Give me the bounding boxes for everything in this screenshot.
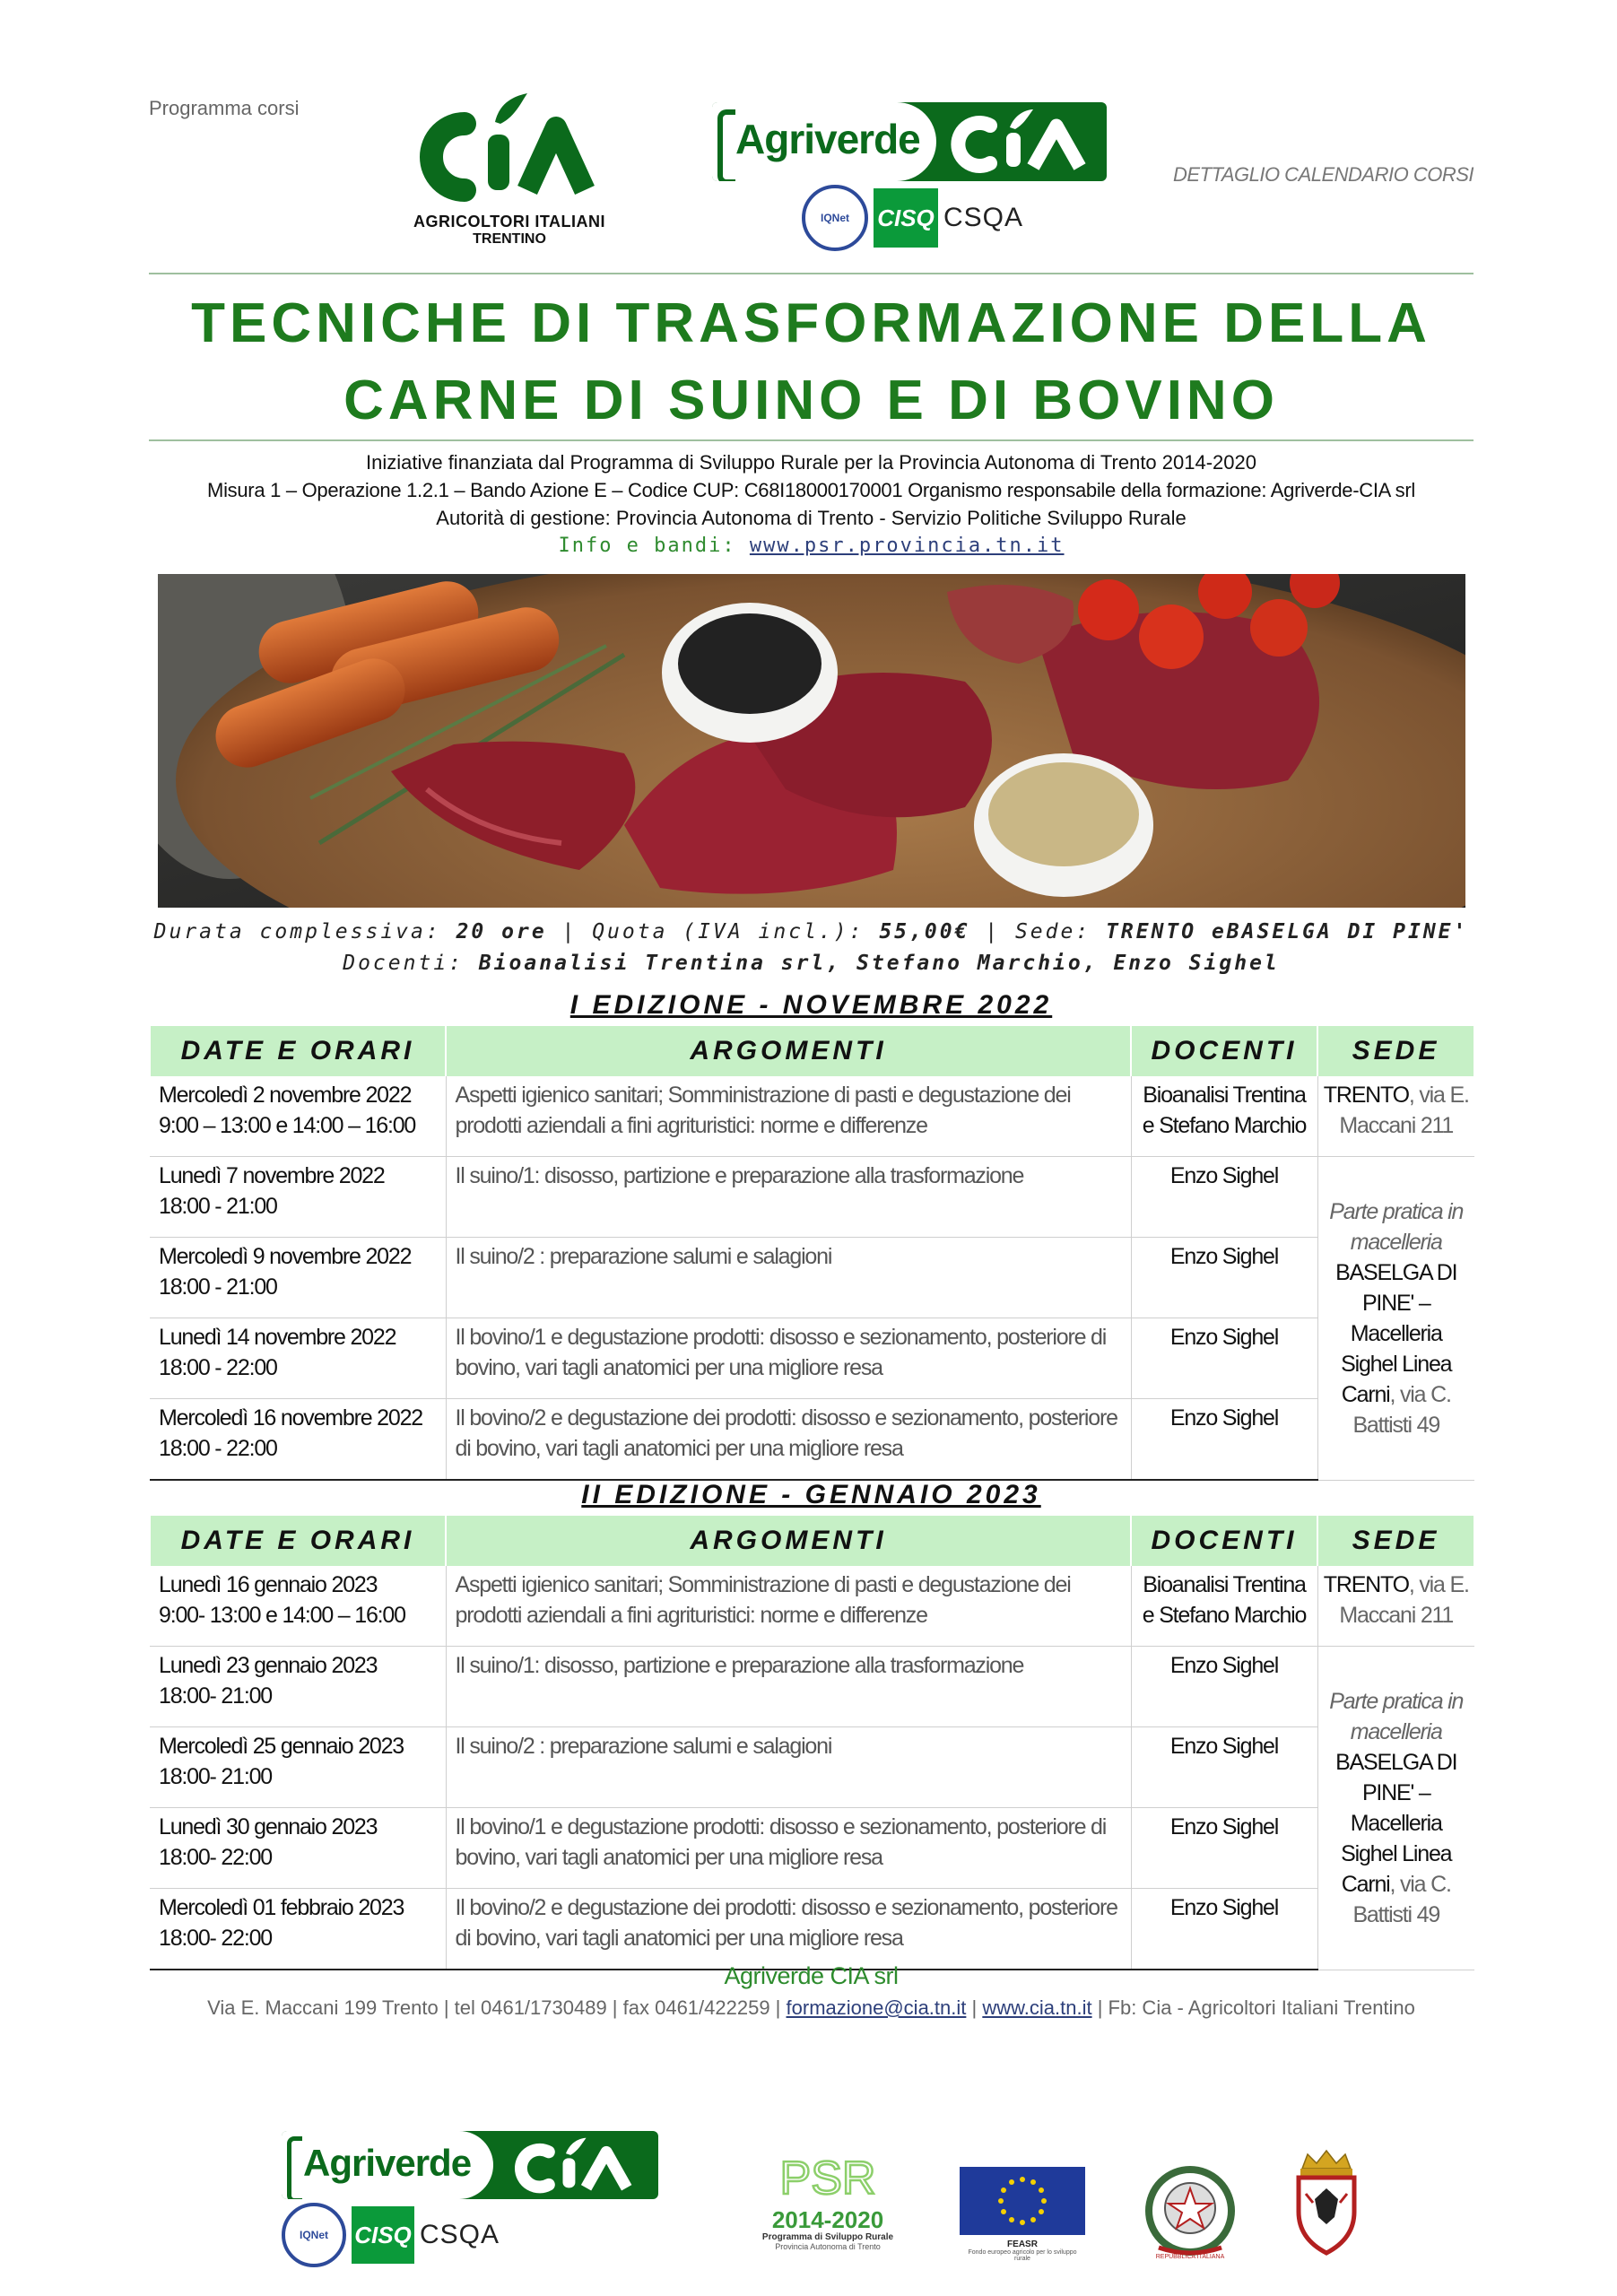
header-divider xyxy=(149,273,1474,274)
cia-logo-icon xyxy=(402,90,617,206)
row-topic: Aspetti igienico sanitari; Somministrazione di pasti e degustazione dei prodotti aziendali a fini agrituristici: norme e differenze xyxy=(446,1566,1131,1647)
edition-2-title: II EDIZIONE - GENNAIO 2023 xyxy=(581,1480,1041,1509)
table-row xyxy=(150,1889,1474,1970)
eu-label: FEASR xyxy=(1007,2239,1038,2249)
course-title xyxy=(149,285,1474,439)
cia-trentino-logo xyxy=(402,90,617,251)
row-date: Lunedì 23 gennaio 2023 18:00- 21:00 xyxy=(150,1647,446,1727)
eu-feasr-logo xyxy=(960,2167,1085,2262)
eu-caption: Fondo europeo agricolo per lo sviluppo rurale xyxy=(968,2249,1077,2262)
repubblica-italiana-emblem xyxy=(1141,2161,1239,2260)
footer-separator: | xyxy=(966,1996,983,2019)
table-row xyxy=(150,1157,1474,1238)
row-date: Mercoledì 16 novembre 2022 18:00 - 22:00 xyxy=(150,1399,446,1481)
row-topic: Il bovino/1 e degustazione prodotti: disosso e sezionamento, posteriore di bovino, vari tagli anatomici per una migliore resa xyxy=(446,1318,1131,1399)
row-teacher: Enzo Sighel xyxy=(1131,1157,1317,1238)
title-divider xyxy=(149,439,1474,441)
cisq-footer-badge: CISQ xyxy=(352,2206,414,2264)
cisq-badge: CISQ xyxy=(874,188,938,248)
footer-organization: Agriverde CIA srl xyxy=(724,1962,899,1989)
row-topic: Il suino/2 : preparazione salumi e salagioni xyxy=(446,1727,1131,1808)
footer-social: | Fb: Cia - Agricoltori Italiani Trentino xyxy=(1091,1996,1415,2019)
row-date: Mercoledì 9 novembre 2022 18:00 - 21:00 xyxy=(150,1238,446,1318)
duration-value: 20 ore xyxy=(456,920,547,944)
row-teacher: Enzo Sighel xyxy=(1131,1399,1317,1481)
duration-label: Durata complessiva: xyxy=(153,920,456,944)
agriverde-name: Agriverde xyxy=(735,116,920,162)
row-teacher: Bioanalisi Trentina e Stefano Marchio xyxy=(1131,1566,1317,1647)
header-date: DATE E ORARI xyxy=(150,1026,446,1076)
calendar-detail-label: DETTAGLIO CALENDARIO CORSI xyxy=(1173,163,1474,186)
cia-footer-mark-icon xyxy=(506,2136,649,2196)
summary-line-2 xyxy=(149,948,1474,979)
edition-1-table xyxy=(149,1026,1475,1481)
table-row xyxy=(150,1399,1474,1481)
italian-emblem-icon xyxy=(1141,2161,1239,2260)
agriverde-footer-name: Agriverde xyxy=(303,2142,472,2184)
info-line-2: Misura 1 – Operazione 1.2.1 – Bando Azione E – Codice CUP: C68I18000170001 Organismo responsabile della formazione: Agriverde-CIA srl xyxy=(207,479,1415,501)
row-date: Lunedì 30 gennaio 2023 18:00- 22:00 xyxy=(150,1808,446,1889)
cia-logo-line2: TRENTINO xyxy=(473,231,546,247)
course-summary xyxy=(149,917,1474,979)
teachers-value: Bioanalisi Trentina srl, Stefano Marchio, Enzo Sighel xyxy=(478,952,1280,975)
psr-link[interactable]: www.psr.provincia.tn.it xyxy=(749,535,1065,557)
edition-1-title: I EDIZIONE - NOVEMBRE 2022 xyxy=(569,990,1053,1020)
meat-photo xyxy=(158,574,1465,908)
info-line-1: Iniziative finanziata dal Programma di Sviluppo Rurale per la Provincia Autonoma di Trento 2014-2020 xyxy=(365,451,1256,474)
edition-2-table xyxy=(149,1516,1475,1970)
header-date: DATE E ORARI xyxy=(150,1516,446,1566)
row-date: Lunedì 16 gennaio 2023 9:00- 13:00 e 14:00 – 16:00 xyxy=(150,1566,446,1647)
table-row xyxy=(150,1566,1474,1647)
row-topic: Aspetti igienico sanitari; Somministrazione di pasti e degustazione dei prodotti aziendali a fini agrituristici: norme e differenze xyxy=(446,1076,1131,1157)
csqa-badge: CSQA xyxy=(943,203,1024,232)
table-header-row xyxy=(150,1516,1474,1566)
row-date: Mercoledì 25 gennaio 2023 18:00- 21:00 xyxy=(150,1727,446,1808)
table-row xyxy=(150,1808,1474,1889)
header-teachers: DOCENTI xyxy=(1131,1026,1317,1076)
row-date: Mercoledì 2 novembre 2022 9:00 – 13:00 e 14:00 – 16:00 xyxy=(150,1076,446,1157)
svg-text:PSR: PSR xyxy=(779,2152,876,2203)
row-teacher: Bioanalisi Trentina e Stefano Marchio xyxy=(1131,1076,1317,1157)
header-topics: ARGOMENTI xyxy=(446,1516,1131,1566)
venue-value: TRENTO eBASELGA DI PINE' xyxy=(1106,920,1469,944)
venue-trento: TRENTO, via E. Maccani 211 xyxy=(1317,1566,1474,1647)
row-teacher: Enzo Sighel xyxy=(1131,1647,1317,1727)
header-teachers: DOCENTI xyxy=(1131,1516,1317,1566)
funding-info xyxy=(149,448,1474,560)
title-line-2: CARNE DI SUINO E DI BOVINO xyxy=(343,370,1279,431)
row-teacher: Enzo Sighel xyxy=(1131,1238,1317,1318)
fee-label: | Quota (IVA incl.): xyxy=(546,920,880,944)
footer-contact: Via E. Maccani 199 Trento | tel 0461/1730489 | fax 0461/422259 | xyxy=(207,1996,787,2019)
title-line-1: TECNICHE DI TRASFORMAZIONE DELLA xyxy=(191,292,1431,354)
info-line-3: Autorità di gestione: Provincia Autonoma di Trento - Servizio Politiche Sviluppo Rurale xyxy=(436,507,1187,529)
venue-baselga: Parte pratica in macelleria BASELGA DI PINE' – Macelleria Sighel Linea Carni, via C. Battisti 49 xyxy=(1317,1157,1474,1481)
row-date: Lunedì 14 novembre 2022 18:00 - 22:00 xyxy=(150,1318,446,1399)
footer-address xyxy=(149,1996,1474,2020)
meat-board-illustration xyxy=(158,574,1465,908)
header-venue: SEDE xyxy=(1317,1026,1474,1076)
website-link[interactable]: www.cia.tn.it xyxy=(982,1996,1092,2019)
fee-value: 55,00€ xyxy=(879,920,970,944)
teachers-label: Docenti: xyxy=(343,952,479,975)
iqnet-badge: IQNet xyxy=(802,185,868,251)
summary-line-1 xyxy=(149,917,1474,948)
iqnet-footer-badge: IQNet xyxy=(282,2203,346,2267)
psr-years: 2014-2020 xyxy=(771,2206,884,2233)
cia-logo-line1: AGRICOLTORI ITALIANI xyxy=(413,213,605,230)
trentino-crest-icon xyxy=(1286,2149,1367,2257)
header-venue: SEDE xyxy=(1317,1516,1474,1566)
row-date: Mercoledì 01 febbraio 2023 18:00- 22:00 xyxy=(150,1889,446,1970)
venue-baselga: Parte pratica in macelleria BASELGA DI PINE' – Macelleria Sighel Linea Carni, via C. Battisti 49 xyxy=(1317,1647,1474,1970)
row-teacher: Enzo Sighel xyxy=(1131,1727,1317,1808)
row-topic: Il bovino/1 e degustazione prodotti: disosso e sezionamento, posteriore di bovino, vari tagli anatomici per una migliore resa xyxy=(446,1808,1131,1889)
row-topic: Il suino/1: disosso, partizione e preparazione alla trasformazione xyxy=(446,1157,1131,1238)
eu-flag-icon xyxy=(960,2167,1085,2235)
row-topic: Il bovino/2 e degustazione dei prodotti: disosso e sezionamento, posteriore di bovino, vari tagli anatomici per una migliore resa xyxy=(446,1399,1131,1481)
row-teacher: Enzo Sighel xyxy=(1131,1889,1317,1970)
psr-caption-2: Provincia Autonoma di Trento xyxy=(775,2242,881,2251)
program-label: Programma corsi xyxy=(149,97,300,119)
row-topic: Il bovino/2 e degustazione dei prodotti: disosso e sezionamento, posteriore di bovino, vari tagli anatomici per una migliore resa xyxy=(446,1889,1131,1970)
venue-label: | Sede: xyxy=(969,920,1107,944)
trentino-coat-of-arms xyxy=(1286,2149,1367,2257)
row-date: Lunedì 7 novembre 2022 18:00 - 21:00 xyxy=(150,1157,446,1238)
row-teacher: Enzo Sighel xyxy=(1131,1808,1317,1889)
csqa-footer-badge: CSQA xyxy=(420,2220,500,2249)
psr-caption-1: Programma di Sviluppo Rurale xyxy=(761,2232,894,2242)
info-prefix: Info e bandi: xyxy=(558,535,750,557)
table-row xyxy=(150,1647,1474,1727)
row-topic: Il suino/1: disosso, partizione e preparazione alla trasformazione xyxy=(446,1647,1131,1727)
row-topic: Il suino/2 : preparazione salumi e salagioni xyxy=(446,1238,1131,1318)
venue-trento: TRENTO, via E. Maccani 211 xyxy=(1317,1076,1474,1157)
italia-label: REPUBBLICA ITALIANA xyxy=(1155,2254,1225,2260)
table-row xyxy=(150,1238,1474,1318)
psr-logo xyxy=(752,2152,904,2260)
cia-mark-icon xyxy=(947,108,1100,176)
agriverde-footer-logo xyxy=(282,2131,658,2266)
agriverde-header-logo xyxy=(712,102,1107,246)
table-header-row xyxy=(150,1026,1474,1076)
psr-mark-icon xyxy=(778,2152,877,2203)
info-line-4 xyxy=(149,532,1474,560)
table-row xyxy=(150,1727,1474,1808)
table-row xyxy=(150,1318,1474,1399)
header-topics: ARGOMENTI xyxy=(446,1026,1131,1076)
email-link[interactable]: formazione@cia.tn.it xyxy=(786,1996,967,2019)
row-teacher: Enzo Sighel xyxy=(1131,1318,1317,1399)
table-row xyxy=(150,1076,1474,1157)
